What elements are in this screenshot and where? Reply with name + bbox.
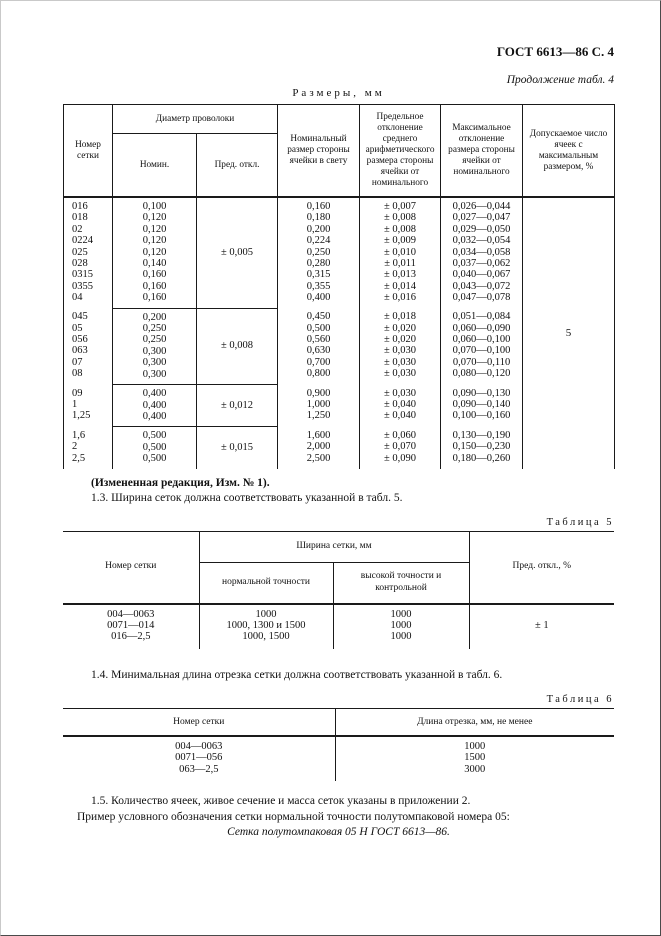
cell-cell-size: 1,600 2,000 2,500 [278, 427, 360, 469]
cell-mean-deviation: ± 0,007 ± 0,008 ± 0,008 ± 0,009 ± 0,010 ± 0,011 ± 0,013 ± 0,014 ± 0,016 [360, 197, 441, 308]
cell-wire-tolerance: ± 0,015 [197, 427, 278, 469]
table-5-header [63, 531, 614, 604]
cell-wire-tolerance: ± 0,012 [197, 385, 278, 427]
cell-max-deviation: 0,090—0,130 0,090—0,140 0,100—0,160 [441, 385, 523, 427]
cell-wire-nominal: 0,100 0,120 0,120 0,120 0,120 0,140 0,160 0,160 0,160 [113, 197, 197, 308]
doc-reference: ГОСТ 6613—86 С. 4 [496, 44, 614, 59]
table-4-body [64, 197, 615, 469]
table-6-header [63, 708, 614, 736]
designation-example: Сетка полутомпаковая 05 Н ГОСТ 6613—86. [227, 825, 450, 838]
cell-max-deviation: 0,130—0,190 0,150—0,230 0,180—0,260 [441, 427, 523, 469]
cell-cell-size: 0,900 1,000 1,250 [278, 385, 360, 427]
cell-cell-size: 0,160 0,180 0,200 0,224 0,250 0,280 0,315 0,355 0,400 [278, 197, 360, 308]
header-wire-tolerance: Пред. откл. [197, 134, 278, 198]
cell-mesh-numbers: 045 05 056 063 07 08 [72, 311, 88, 380]
table-4-mesh-dimensions [63, 104, 615, 469]
amendment-note: (Измененная редакция, Изм. № 1). [91, 476, 270, 489]
cell-allowed-cells-value: 5 [523, 197, 615, 469]
header-mesh-number: Номер сетки [173, 716, 225, 727]
paragraph-1-5: 1.5. Количество ячеек, живое сечение и масса сеток указаны в приложении 2. [91, 794, 471, 807]
cell-max-deviation: 0,026—0,044 0,027—0,047 0,029—0,050 0,032—0,054 0,034—0,058 0,037—0,062 0,040—0,067 0,043—0,072 0,047—0,078 [441, 197, 523, 308]
table-6-body [63, 736, 614, 781]
header-max-deviation: Максимальное отклонение размера стороны ячейки от номинального [441, 105, 523, 198]
table-6-caption [63, 694, 614, 705]
paragraph-1-3: 1.3. Ширина сеток должна соответствовать указанной в табл. 5. [91, 491, 403, 504]
header-width-tolerance: Пред. откл., % [469, 531, 614, 604]
table-6-caption-text: Таблица 6 [546, 693, 614, 705]
table-row-group-1 [64, 197, 615, 308]
cell-mesh-numbers: 1,6 2 2,5 [72, 429, 86, 464]
cell-normal-precision-widths: 1000 1000, 1300 и 1500 1000, 1500 [199, 604, 333, 649]
header-mesh-number: Номер сетки [105, 561, 157, 572]
cell-wire-tolerance: ± 0,005 [197, 197, 278, 308]
table-row [63, 736, 614, 781]
units-title [63, 87, 614, 99]
cell-wire-tolerance: ± 0,008 [197, 308, 278, 384]
cell-mesh-numbers: 09 1 1,25 [72, 387, 91, 422]
paragraph-1-4: 1.4. Минимальная длина отрезка сетки должна соответствовать указанной в табл. 6. [91, 668, 503, 681]
cell-wire-nominal: 0,200 0,250 0,250 0,300 0,300 0,300 [113, 308, 197, 384]
cell-length-values: 1000 1500 3000 [335, 736, 614, 781]
table-5-caption-text: Таблица 5 [546, 516, 614, 528]
page-content [63, 1, 614, 838]
cell-mesh-numbers: 004—0063 0071—056 063—2,5 [63, 736, 335, 781]
table-row [63, 604, 614, 649]
header-width-group: Ширина сетки, мм [199, 531, 469, 562]
cell-max-deviation: 0,051—0,084 0,060—0,090 0,060—0,100 0,070—0,100 0,070—0,110 0,080—0,120 [441, 308, 523, 384]
cell-mesh-numbers: 016 018 02 0224 025 028 0315 0355 04 [64, 197, 113, 308]
header-cell-size: Номинальный размер стороны ячейки в свету [278, 105, 360, 198]
cell-wire-nominal: 0,400 0,400 0,400 [113, 385, 197, 427]
cell-wire-nominal: 0,500 0,500 0,500 [113, 427, 197, 469]
cell-mean-deviation: ± 0,060 ± 0,070 ± 0,090 [360, 427, 441, 469]
header-mesh-number: Номер сетки [75, 139, 101, 161]
cell-mesh-numbers: 004—0063 0071—014 016—2,5 [63, 604, 199, 649]
table-6-min-length [63, 708, 614, 781]
table-5-mesh-width [63, 531, 614, 649]
cell-high-precision-widths: 1000 1000 1000 [333, 604, 469, 649]
header-high-precision: высокой точности и контрольной [333, 562, 469, 604]
header-allowed-cells: Допускаемое число ячеек с максимальным размером, % [523, 105, 615, 198]
table-5-caption [63, 517, 614, 528]
cell-width-tolerance-value: ± 1 [469, 604, 614, 649]
header-length: Длина отрезка, мм, не менее [335, 708, 614, 736]
header-wire-nominal: Номин. [113, 134, 197, 198]
table-continuation-note: Продолжение табл. 4 [506, 74, 614, 86]
table-5-body [63, 604, 614, 649]
header-normal-precision: нормальной точности [199, 562, 333, 604]
cell-cell-size: 0,450 0,500 0,560 0,630 0,700 0,800 [278, 308, 360, 384]
header-wire-diameter: Диаметр проволоки [113, 105, 278, 134]
header-mean-deviation: Предельное отклонение среднего арифметического размера стороны ячейки от номинального [360, 105, 441, 198]
cell-mean-deviation: ± 0,018 ± 0,020 ± 0,020 ± 0,030 ± 0,030 ± 0,030 [360, 308, 441, 384]
table-4-header [64, 105, 615, 198]
paragraph-designation-intro: Пример условного обозначения сетки нормальной точности полутомпаковой номера 05: [77, 810, 510, 823]
units-title-text: Размеры, мм [292, 87, 385, 99]
cell-mean-deviation: ± 0,030 ± 0,040 ± 0,040 [360, 385, 441, 427]
